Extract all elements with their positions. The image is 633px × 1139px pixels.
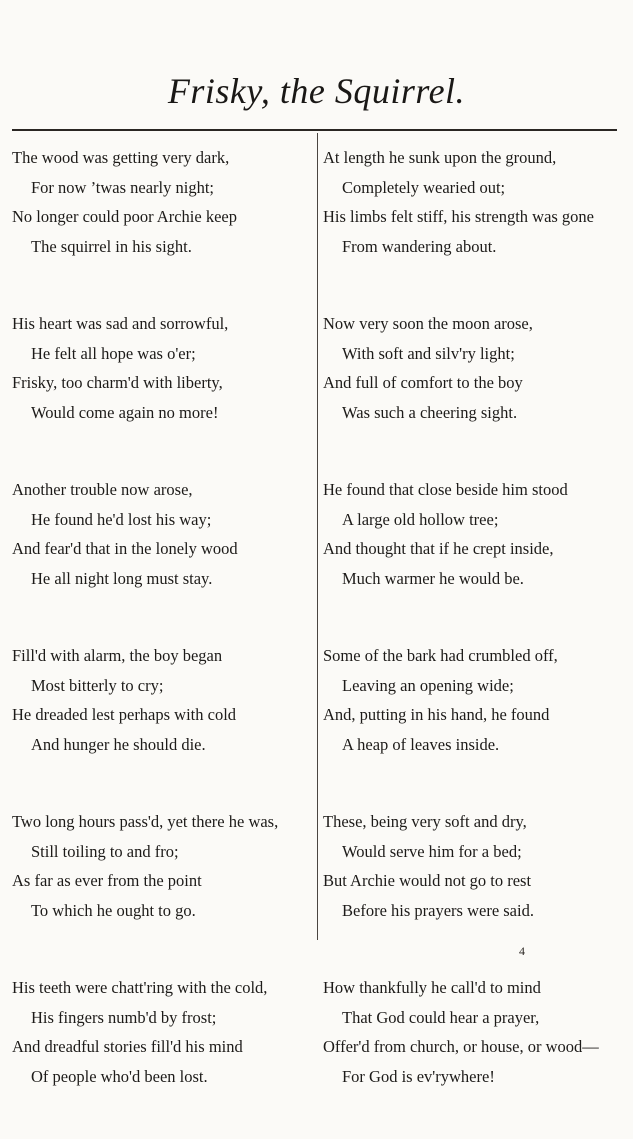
stanza (12, 807, 317, 925)
stanza (12, 309, 317, 427)
verse-line: And full of comfort to the boy (323, 373, 523, 392)
poem-column-left (12, 143, 317, 1139)
page-number: 4 (519, 944, 525, 958)
stanza (323, 309, 628, 427)
verse-line: Fill'd with alarm, the boy began (12, 646, 223, 665)
stanza (323, 807, 628, 925)
verse-line: His limbs felt stiff, his strength was gone (323, 207, 595, 226)
verse-line: That God could hear a prayer, (342, 1007, 540, 1027)
verse-line: And dreadful stories fill'd his mind (12, 1037, 243, 1056)
verse-line: Leaving an opening wide; (342, 675, 514, 695)
verse-line: Much warmer he would be. (342, 568, 524, 588)
stanza (323, 641, 628, 759)
verse-line: From wandering about. (342, 236, 497, 256)
verse-line: Another trouble now arose, (12, 480, 193, 499)
stanza (12, 143, 317, 261)
verse-line: These, being very soft and dry, (323, 812, 527, 831)
stanza (12, 475, 317, 593)
verse-line: Most bitterly to cry; (31, 675, 164, 695)
verse-line: For God is ev'rywhere! (342, 1066, 495, 1086)
stanza (12, 641, 317, 759)
verse-line: And fear'd that in the lonely wood (12, 539, 238, 558)
verse-line: The squirrel in his sight. (31, 236, 192, 256)
verse-line: How thankfully he call'd to mind (323, 978, 541, 997)
verse-line: He found he'd lost his way; (31, 509, 212, 529)
verse-line: A heap of leaves inside. (342, 734, 500, 754)
verse-line: He dreaded lest perhaps with cold (12, 705, 237, 724)
verse-line: Now very soon the moon arose, (323, 314, 533, 333)
verse-line: Of people who'd been lost. (31, 1066, 208, 1086)
stanza (323, 475, 628, 593)
column-divider (317, 133, 318, 940)
page-title: Frisky, the Squirrel. (167, 71, 466, 111)
verse-line: Before his prayers were said. (342, 900, 534, 920)
verse-line: He all night long must stay. (31, 568, 213, 588)
verse-line: To which he ought to go. (31, 900, 196, 920)
stanza (323, 973, 628, 1091)
stanza (12, 973, 317, 1091)
verse-line: No longer could poor Archie keep (12, 207, 237, 226)
verse-line: His teeth were chatt'ring with the cold, (12, 978, 268, 997)
verse-line: As far as ever from the point (12, 871, 202, 890)
verse-line: With soft and silv'ry light; (342, 343, 515, 363)
verse-line: Some of the bark had crumbled off, (323, 646, 558, 665)
verse-line: And thought that if he crept inside, (323, 539, 554, 558)
verse-line: Would serve him for a bed; (342, 841, 522, 861)
verse-line: His fingers numb'd by frost; (31, 1007, 217, 1027)
verse-line: A large old hollow tree; (342, 509, 499, 529)
stanza (323, 143, 628, 261)
verse-line: Two long hours pass'd, yet there he was, (12, 812, 279, 831)
verse-line: Still toiling to and fro; (31, 841, 179, 861)
verse-line: He found that close beside him stood (323, 480, 568, 499)
verse-line: He felt all hope was o'er; (31, 343, 196, 363)
verse-line: Completely wearied out; (342, 177, 506, 197)
poem-column-right (323, 143, 628, 1139)
title-rule (12, 129, 617, 131)
verse-line: Offer'd from church, or house, or wood— (323, 1037, 599, 1056)
verse-line: At length he sunk upon the ground, (323, 148, 557, 167)
verse-line: His heart was sad and sorrowful, (12, 314, 229, 333)
verse-line: And hunger he should die. (31, 734, 206, 754)
verse-line: The wood was getting very dark, (12, 148, 230, 167)
verse-line: But Archie would not go to rest (323, 871, 532, 890)
verse-line: And, putting in his hand, he found (323, 705, 550, 724)
verse-line: Frisky, too charm'd with liberty, (12, 373, 223, 392)
verse-line: Was such a cheering sight. (342, 402, 518, 422)
verse-line: For now ’twas nearly night; (31, 177, 215, 197)
verse-line: Would come again no more! (31, 402, 219, 422)
